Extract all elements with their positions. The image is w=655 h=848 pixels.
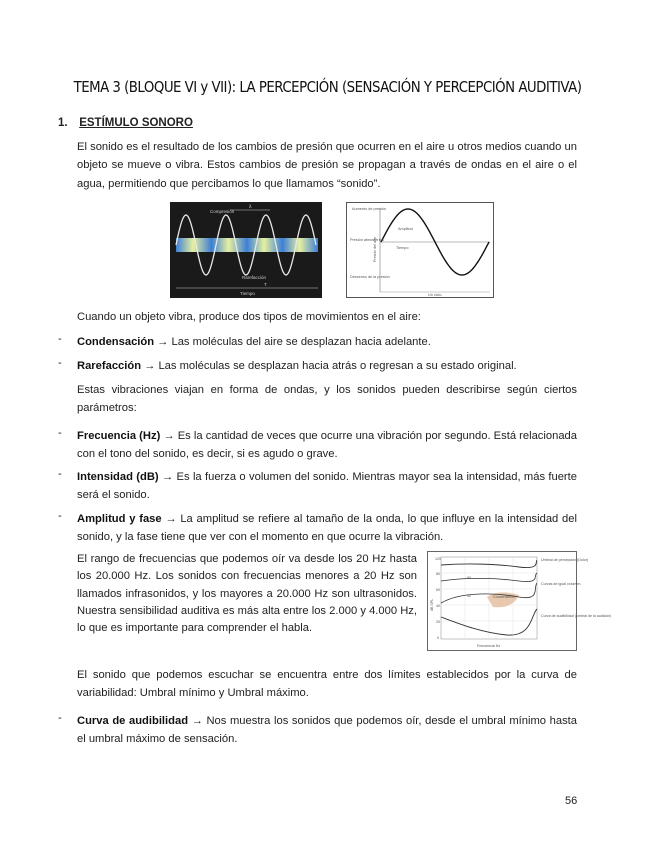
curve-label-80: 80 (467, 576, 471, 580)
paragraph-vibraciones: Estas vibraciones viajan en forma de ondas, y los sonidos pueden describirse según ciertos parámetros: (77, 384, 577, 415)
label-curvas: Curvas de igual volumen (541, 582, 581, 586)
tick-120: 120 (435, 557, 441, 561)
label-tiempo: Tiempo (240, 291, 255, 296)
label-umbral-dolor: Umbral de percepción (Dolor) (541, 558, 589, 562)
text-curva: → Nos muestra los sonidos que podemos oír, desde el umbral mínimo hasta el umbral máximo de sensación. (77, 715, 578, 746)
pressure-wave-diagram (346, 202, 494, 298)
term-amplitud: Amplitud y fase (77, 513, 162, 525)
label-descenso: Descenso de la presión (350, 275, 390, 279)
bullet-rarefaccion (77, 357, 577, 375)
page-title: TEMA 3 (BLOQUE VI y VII): LA PERCEPCIÓN (SENSACIÓN Y PERCEPCIÓN AUDITIVA) (73, 78, 582, 96)
bullet-condensacion (77, 333, 577, 351)
text-rarefaccion: → Las moléculas se desplazan hacia atrás o regresan a su estado original. (141, 360, 517, 372)
paragraph-limites: El sonido que podemos escuchar se encuentra entre dos límites establecidos por la curva de variabilidad: Umbral mínimo y Umbral máximo. (77, 669, 577, 700)
bullet-marker: - (58, 427, 62, 439)
page-number: 56 (565, 795, 578, 807)
term-rarefaccion: Rarefacción (77, 360, 142, 372)
tick-60: 60 (436, 588, 440, 592)
bullet-marker: - (58, 357, 62, 369)
bullet-curva (77, 712, 577, 749)
label-umbral-audib: Curva de audibilidad (umbral de la audición) (541, 614, 612, 618)
bullet-intensidad (77, 468, 577, 505)
audibility-curve-diagram (427, 551, 612, 651)
label-conversacion: Conversación (493, 595, 515, 599)
paragraph-intro: El sonido es el resultado de los cambios de presión que ocurren en el aire u otros medios cuando un objeto se mueve o vibra. Estos cambios de presión se propagan a través de ondas en el aire o el agua, permitiendo que percibamos lo que llamamos “sonido”. (77, 141, 577, 190)
text-intensidad: → Es la fuerza o volumen del sonido. Mientras mayor sea la intensidad, más fuerte será el sonido. (77, 471, 577, 502)
tick-80: 80 (436, 572, 440, 576)
sound-wave-diagram (170, 202, 322, 298)
tick-0: 0 (437, 636, 439, 640)
label-aumento: Aumento de presión (352, 207, 386, 211)
label-amplitud: Amplitud (398, 227, 413, 231)
term-curva: Curva de audibilidad (77, 715, 189, 727)
tick-20: 20 (436, 620, 440, 624)
tick-40: 40 (436, 604, 440, 608)
bullet-marker: - (58, 468, 62, 480)
label-ciclo: Un ciclo (428, 293, 442, 297)
label-ylabel: dB SPL (430, 598, 434, 611)
label-ylabel-p: Presión del aire (373, 237, 377, 262)
section-heading (58, 117, 193, 129)
text-frecuencia: → Es la cantidad de veces que ocurre una vibración por segundo. Está relacionada con el tono del sonido, es decir, si es agudo o grave. (77, 430, 577, 461)
text-condensacion: → Las moléculas del aire se desplazan hacia adelante. (154, 336, 431, 348)
label-lambda: λ (249, 204, 252, 210)
section-number: 1. (58, 117, 68, 129)
section-title: ESTÍMULO SONORO (79, 117, 193, 129)
bullet-marker: - (58, 712, 62, 724)
term-intensidad: Intensidad (dB) (77, 471, 159, 483)
label-tiempo-p: Tiempo (396, 246, 409, 250)
bullet-amplitud (77, 510, 577, 547)
label-rarefaccion: Rarefacción (242, 275, 267, 280)
label-period: T (264, 282, 267, 287)
term-frecuencia: Frecuencia (Hz) (77, 430, 161, 442)
term-condensacion: Condensación (77, 336, 155, 348)
bullet-marker: - (58, 510, 62, 522)
bullet-marker: - (58, 333, 62, 345)
label-xlabel: Frecuencia Hz (477, 644, 501, 648)
text-amplitud: → La amplitud se refiere al tamaño de la onda, lo que influye en la intensidad del sonido, y la fase tiene que ver con el momento en que ocurre la vibración. (77, 513, 577, 544)
paragraph-rango: El rango de frecuencias que podemos oír va desde los 20 Hz hasta los 20.000 Hz. Los sonidos con frecuencias menores a 20 Hz son llamados infrasonidos, y los mayores a 20.000 Hz son ultrasonidos. Nuestra sensibilidad auditiva es más alta entre los 2.000 y 4.000 Hz, lo que es importante para comprender el habla. (77, 553, 417, 635)
curve-label-40: 40 (467, 594, 471, 598)
paragraph-movimientos: Cuando un objeto vibra, produce dos tipos de movimientos en el aire: (77, 311, 421, 323)
bullet-frecuencia (77, 427, 577, 464)
label-compresion: Compresión (210, 209, 235, 214)
label-presion-atm: Presión atmosférica (350, 238, 384, 242)
